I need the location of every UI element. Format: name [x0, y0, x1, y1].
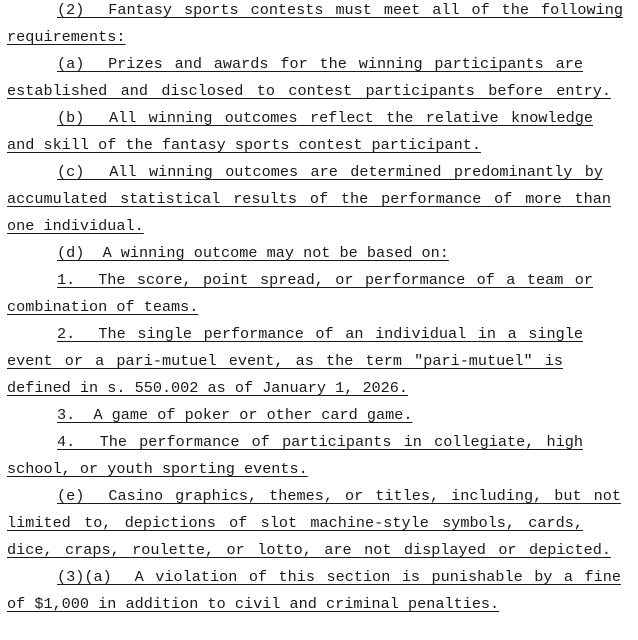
text-line: (3)(a) A violation of this section is punishable by a fine: [57, 568, 621, 586]
text-line: one individual.: [7, 217, 144, 235]
text-line: 2. The single performance of an individual in a single: [57, 325, 583, 343]
text-line: (c) All winning outcomes are determined predominantly by: [57, 163, 603, 181]
text-line: (d) A winning outcome may not be based on:: [57, 244, 449, 262]
text-line: defined in s. 550.002 as of January 1, 2026.: [7, 379, 409, 397]
text-line: 1. The score, point spread, or performance of a team or: [57, 271, 593, 289]
text-line: event or a pari-mutuel event, as the term "pari-mutuel" is: [7, 352, 563, 370]
text-line: requirements:: [7, 28, 126, 46]
text-line: established and disclosed to contest participants before entry.: [7, 82, 611, 100]
text-line: 3. A game of poker or other card game.: [57, 406, 413, 424]
text-line: (e) Casino graphics, themes, or titles, including, but not: [57, 487, 621, 505]
text-line: limited to, depictions of slot machine-style symbols, cards,: [7, 514, 583, 532]
text-line: school, or youth sporting events.: [7, 460, 308, 478]
text-line: (b) All winning outcomes reflect the relative knowledge: [57, 109, 593, 127]
text-line: accumulated statistical results of the performance of more than: [7, 190, 611, 208]
text-line: dice, craps, roulette, or lotto, are not displayed or depicted.: [7, 541, 611, 559]
text-line: of $1,000 in addition to civil and criminal penalties.: [7, 595, 500, 613]
text-line: (2) Fantasy sports contests must meet all of the following: [57, 1, 623, 19]
text-line: 4. The performance of participants in collegiate, high: [57, 433, 583, 451]
text-line: (a) Prizes and awards for the winning participants are: [57, 55, 583, 73]
text-line: and skill of the fantasy sports contest participant.: [7, 136, 481, 154]
text-line: combination of teams.: [7, 298, 199, 316]
